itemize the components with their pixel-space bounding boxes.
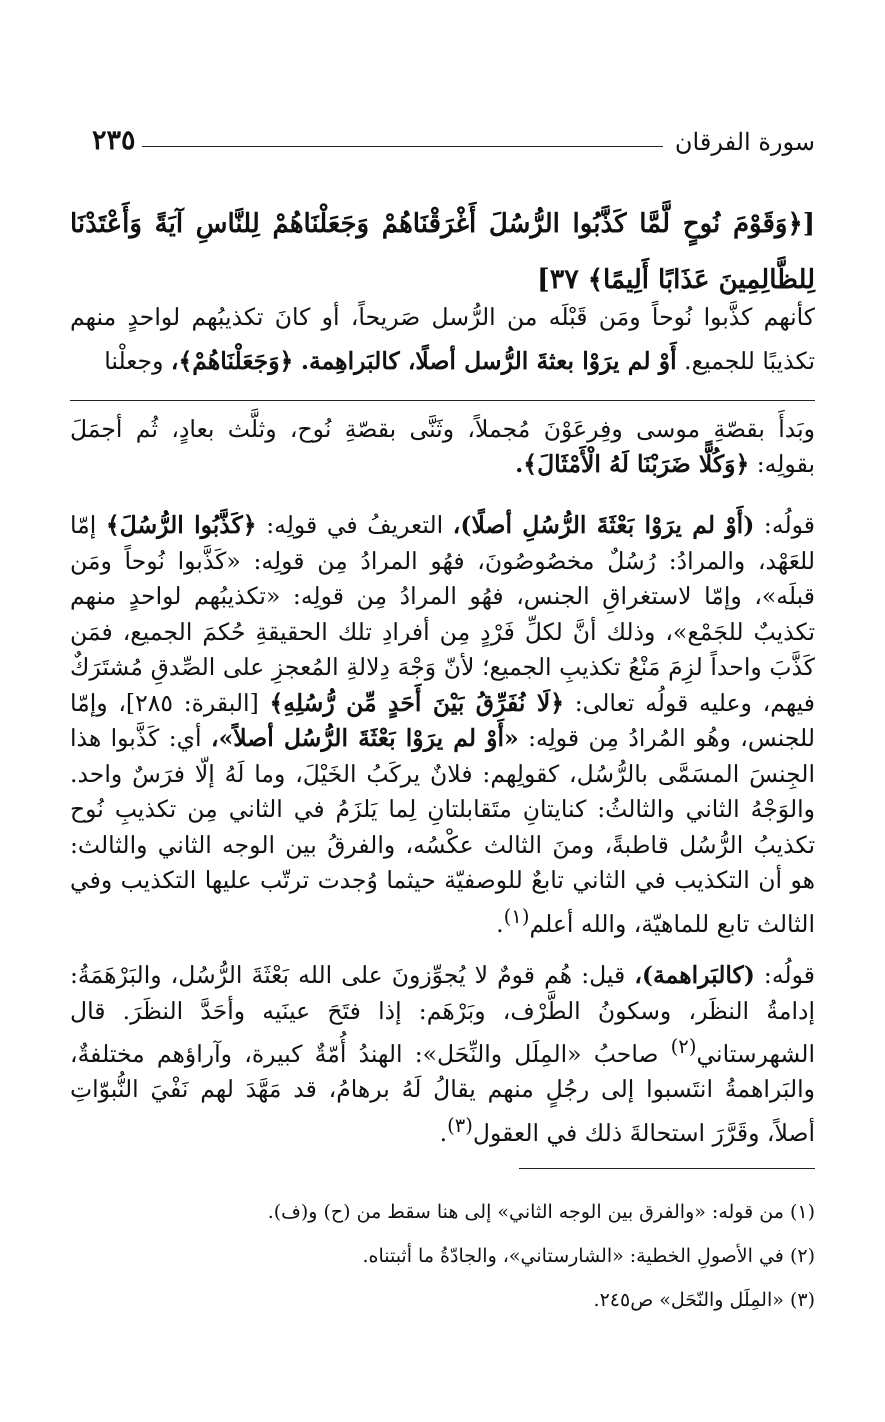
- footnote-text: «المِلَل والنّحَل» ص٢٤٥.: [593, 1289, 784, 1311]
- footnote-number: (٣): [789, 1289, 815, 1311]
- footnote-item: [70, 1190, 815, 1234]
- quran-quote: ﴿لَا نُفَرِّقُ بَيْنَ أَحَدٍ مِّن رُّسُلِهِ﴾: [269, 688, 565, 717]
- matn-text: كأنهم كذَّبوا نُوحاً ومَن قَبْلَه من الرُّسل صَريحاً، أو كانَ تكذيبُهم لواحدٍ منهم تكذيبًا للجميع.: [70, 303, 815, 375]
- verse-number: ٣٧]: [536, 264, 579, 295]
- lemma: (كالبَراهمة)،: [634, 961, 755, 989]
- commentary-paragraph-1: [70, 412, 815, 482]
- footnote-item: [70, 1278, 815, 1322]
- verse-text: [﴿وَقَوْمَ نُوحٍ لَّمَّا كَذَّبُوا الرُّسُلَ أَغْرَقْنَاهُمْ وَجَعَلْنَاهُمْ لِلنَّاسِ آيَةً وَأَعْتَدْنَا لِلظَّالِمِينَ عَذَابًا أَلِيمًا﴾: [70, 209, 815, 295]
- lemma: (أَوْ لم يرَوْا بَعْثَةَ الرُّسُلِ أصلًا)،: [452, 511, 755, 539]
- quran-verse: [70, 196, 815, 308]
- matn-text-end: وجعلْنا: [104, 347, 164, 375]
- commentary-text: صاحبُ «المِلَل والنِّحَل»: الهندُ أُمّةٌ كبيرة، وآراؤهم مختلفةٌ، والبَراهمةُ انتَسبوا إلى رجُلٍ منهم يقالُ لَهُ برهامُ، قد مَهَّدَ لهم نَفْيَ النُّبوّاتِ أصلاً، وقَرَّرَ استحالةَ ذلك في العقول: [70, 1039, 815, 1147]
- matn-separator: [70, 400, 815, 401]
- surah-name: سورة الفرقان: [674, 128, 815, 156]
- footnote-number: (١): [789, 1201, 815, 1223]
- footnote-ref[interactable]: (١): [503, 904, 530, 928]
- commentary-text: التعريفُ في قولِه:: [266, 511, 444, 539]
- matn-paragraph: [70, 295, 815, 383]
- sentence-end: .: [439, 1118, 448, 1147]
- qawluhu-label: قولُه:: [763, 961, 815, 989]
- commentary-text: أي: كَذَّبوا هذا الجِنسَ المسَمَّى بالرُّسُل، كقولِهم: فلانٌ يركَبُ الخَيْلَ، وما لَهُ إلّا فرَسٌ واحد. والوَجْهُ الثاني والثالثُ: كنايتانِ متَقابلتانِ لِما يَلزَمُ في الثاني مِن تكذيبِ نُوح تكذيبُ الرُّسُل قاطبةً، ومنَ الثالث عكْسُه، والفرقُ بين الوجه الثاني والثالث: هو أن التكذيب في الثاني تابعٌ للوصفيّة حيثما وُجدت ترتّب عليها التكذيب وفي الثالث تابع للماهيّة، والله أعلم: [70, 724, 815, 938]
- qawluhu-label: قولُه:: [763, 511, 815, 539]
- lemma-quote: «أَوْ لم يرَوْا بَعْثَةَ الرُّسُل أصلاً»،: [210, 724, 519, 752]
- commentary-text: قيل: هُم قومٌ لا يُجوِّزونَ على الله بَعْثَةَ الرُّسُل، والبَرْهَمَةُ: إدامةُ النظَر، وسكونُ الطَّرْف، وبَرْهَم: إذا فتَحَ عينَيه وأحَدَّ النظَرَ. قال الشهرستاني: [70, 961, 815, 1068]
- commentary-paragraph-3: [70, 958, 815, 1151]
- footnotes: [70, 1190, 815, 1322]
- commentary-text: [البقرة: ٢٨٥]، وإمّا للجنس، وهُو المُرادُ مِن قولِه:: [70, 688, 815, 752]
- footnote-ref[interactable]: (٣): [447, 1113, 473, 1137]
- footnote-ref[interactable]: (٢): [670, 1035, 697, 1058]
- footnote-number: (٢): [789, 1245, 815, 1267]
- page-number: ٢٣٥: [92, 125, 136, 156]
- header-rule: [142, 146, 663, 147]
- running-header: [92, 112, 815, 156]
- quran-quote: ﴿وَكُلًّا ضَرَبْنَا لَهُ الْأَمْثَالَ﴾.: [515, 450, 750, 478]
- sentence-end: .: [496, 909, 504, 938]
- footnote-text: في الأصولِ الخطية: «الشارستاني»، والجادّةُ ما أثبتناه.: [362, 1245, 784, 1267]
- commentary-text: إمّا للعَهْد، والمرادُ: رُسُلٌ مخصُوصُونَ، فهُو المرادُ مِن قولِه: «كَذَّبوا نُوحاً ومَن قبلَه»، وإمّا لاستغراقِ الجنس، فهُو المرادُ مِن قولِه: «تكذيبُهم لواحدٍ منهم تكذيبٌ للجَمْع»، وذلك أنَّ لكلِّ فَرْدٍ مِن أفرادِ تلك الحقيقةِ حُكمَ الجميع، فمَن كَذَّبَ واحداً لزِمَ مَنْعُ تكذيبِ الجميع؛ لأنّ وَجْهَ دِلالةِ المُعجزِ على الصِّدقِ مُشتَرَكٌ فيهم، وعليه قولُه تعالى:: [70, 511, 815, 717]
- commentary-text: وبَدأَ بقصّةِ موسى وفِرعَوْنَ مُجملاً، وثَنَّى بقصّةِ نُوح، وثلَّث بعادٍ، ثُم أجمَلَ بقولِه:: [70, 415, 815, 478]
- commentary-paragraph-2: [70, 508, 815, 942]
- footnote-text: من قوله: «والفرق بين الوجه الثاني» إلى هنا سقط من (ح) و(ف).: [267, 1201, 784, 1223]
- matn-bold-text: أَوْ لم يرَوْا بعثةَ الرُّسل أصلًا، كالبَراهِمة.: [300, 347, 677, 375]
- footnote-item: [70, 1234, 815, 1278]
- matn-quran-quote: ﴿وَجَعَلْنَاهُمْ﴾،: [170, 347, 294, 375]
- footnote-rule: [519, 1168, 815, 1169]
- quran-quote: ﴿كَذَّبُوا الرُّسُلَ﴾: [105, 511, 257, 539]
